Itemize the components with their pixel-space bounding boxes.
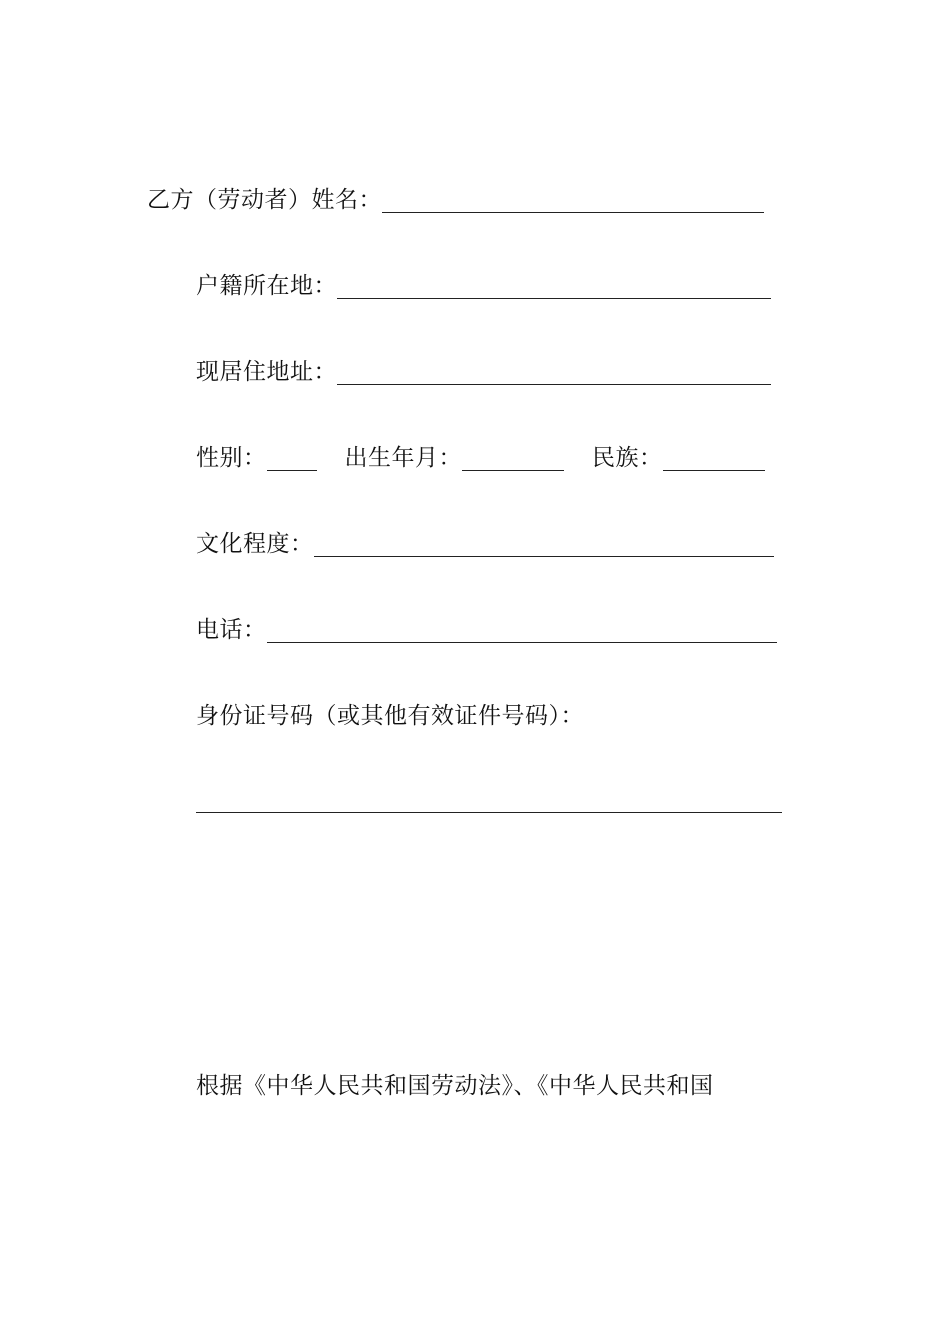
id-label: 身份证号码（或其他有效证件号码）： (196, 703, 584, 729)
address-field[interactable] (337, 358, 771, 385)
paragraph-text: 根据《中华人民共和国劳动法》、《中华人民共和国 (196, 1073, 714, 1099)
education-field[interactable] (314, 530, 774, 557)
ethnicity-label: 民族： (592, 445, 663, 471)
huji-label: 户籍所在地： (196, 273, 337, 299)
address-row (196, 352, 771, 388)
paragraph (196, 1066, 714, 1102)
phone-row (196, 610, 777, 646)
birth-field[interactable] (462, 444, 564, 471)
huji-row (196, 266, 771, 302)
gender-field[interactable] (267, 444, 317, 471)
phone-label: 电话： (196, 617, 267, 643)
address-label: 现居住地址： (196, 359, 337, 385)
personal-info-row (196, 438, 765, 474)
education-label: 文化程度： (196, 531, 314, 557)
name-field[interactable] (382, 186, 764, 213)
name-label: 乙方（劳动者）姓名： (147, 187, 382, 213)
education-row (196, 524, 774, 560)
name-row (147, 180, 764, 216)
id-field[interactable] (196, 786, 782, 813)
ethnicity-field[interactable] (663, 444, 765, 471)
gender-label: 性别： (196, 445, 267, 471)
phone-field[interactable] (267, 616, 777, 643)
huji-field[interactable] (337, 272, 771, 299)
id-row (196, 696, 584, 732)
birth-label: 出生年月： (344, 445, 462, 471)
id-blank-row (196, 780, 782, 816)
